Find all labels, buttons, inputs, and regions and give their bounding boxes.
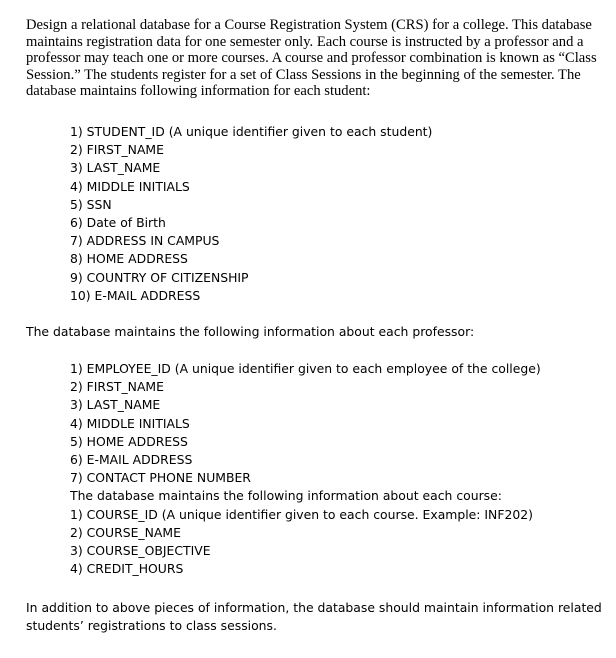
intro-paragraph: Design a relational database for a Course Registration System (CRS) for a college. This database maintains registration data for one semester only. Each course is instructed by a professor and a professor may teach one or more courses. A course and professor combination is known as “Class Session.” The students register for a set of Class Sessions in the beginning of the semester. The database maintains following information for each student: xyxy=(26,17,597,100)
list-item: 6) Date of Birth xyxy=(70,215,166,231)
professor-attribute-list xyxy=(70,360,541,578)
list-item: 3) COURSE_OBJECTIVE xyxy=(70,543,211,559)
student-attribute-list xyxy=(70,123,432,305)
closing-paragraph: In addition to above pieces of information, the database should maintain information related students’ registrations to class sessions. xyxy=(26,600,602,634)
list-item: 5) HOME ADDRESS xyxy=(70,433,188,449)
list-item: 9) COUNTRY OF CITIZENSHIP xyxy=(70,269,249,285)
list-item: 7) ADDRESS IN CAMPUS xyxy=(70,233,220,249)
list-item: 2) COURSE_NAME xyxy=(70,524,181,540)
list-item: 6) E-MAIL ADDRESS xyxy=(70,452,193,468)
list-item: 3) LAST_NAME xyxy=(70,397,161,413)
course-heading: The database maintains the following information about each course: xyxy=(70,488,502,504)
list-item: 2) FIRST_NAME xyxy=(70,142,164,158)
list-item: 2) FIRST_NAME xyxy=(70,379,164,395)
list-item: 5) SSN xyxy=(70,196,112,212)
professor-heading: The database maintains the following information about each professor: xyxy=(26,324,475,339)
list-item: 1) COURSE_ID (A unique identifier given to each course. Example: INF202) xyxy=(70,506,533,522)
list-item: 4) MIDDLE INITIALS xyxy=(70,415,190,431)
list-item: 1) EMPLOYEE_ID (A unique identifier given to each employee of the college) xyxy=(70,361,541,376)
list-item: 4) CREDIT_HOURS xyxy=(70,561,184,577)
list-item: 3) LAST_NAME xyxy=(70,160,161,176)
list-item: 8) HOME ADDRESS xyxy=(70,251,188,267)
list-item: 1) STUDENT_ID (A unique identifier given to each student) xyxy=(70,124,433,139)
list-item: 10) E-MAIL ADDRESS xyxy=(70,287,201,303)
list-item: 7) CONTACT PHONE NUMBER xyxy=(70,470,251,486)
list-item: 4) MIDDLE INITIALS xyxy=(70,178,190,194)
